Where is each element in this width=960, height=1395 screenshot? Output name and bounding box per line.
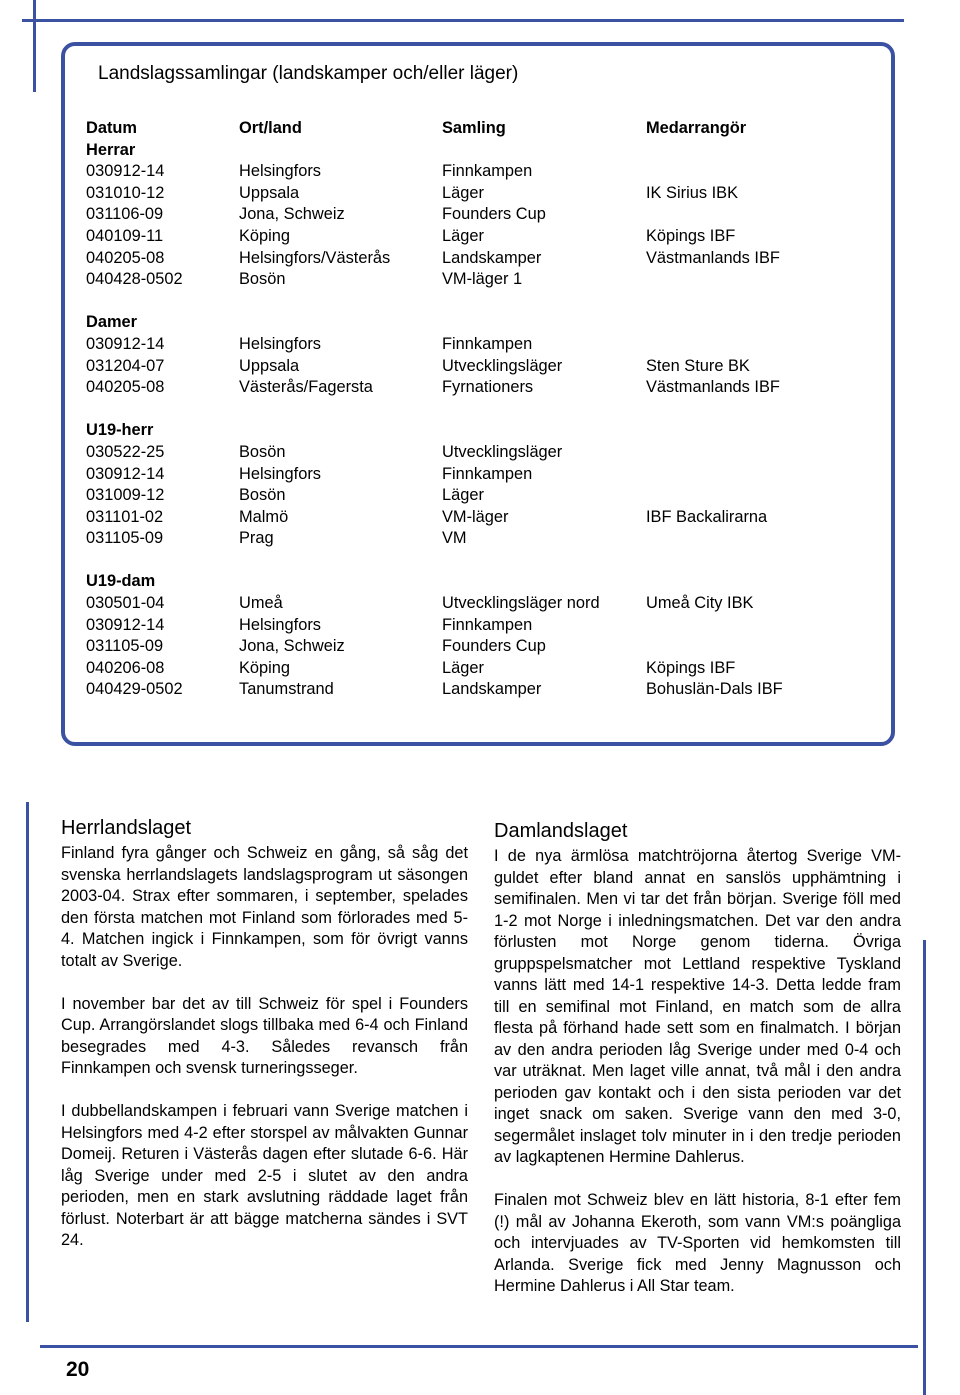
cell-medarrangor: Umeå City IBK: [646, 594, 754, 613]
cell-ort-land: Helsingfors: [239, 615, 321, 634]
cell-datum: 031009-12: [86, 486, 165, 505]
cell-medarrangor: Västmanlands IBF: [646, 378, 780, 397]
cell-medarrangor: Bohuslän-Dals IBF: [646, 680, 783, 699]
cell-datum: 040205-08: [86, 248, 165, 267]
cell-samling: Finnkampen: [442, 464, 533, 483]
table-row: [86, 248, 876, 270]
cell-ort-land: Tanumstrand: [239, 680, 334, 699]
cell-datum: 030912-14: [86, 162, 165, 181]
article-paragraph: I dubbellandskampen i februari vann Sverige matchen i Helsingfors med 4-2 efter storspel av målvakten Gunnar Domeij. Returen i Västerås dagen efter slutade 6-6. Här låg Sverige under med 2-5 i slutet av den andra perioden, men en stark avslutning räddade laget från förlust. Noterbart är att bägge matcherna sändes i SVT 24.: [61, 1102, 468, 1249]
schedule-table: [86, 118, 876, 701]
cell-ort-land: Uppsala: [239, 356, 300, 375]
cell-datum: 030912-14: [86, 464, 165, 483]
cell-datum: 030501-04: [86, 594, 165, 613]
cell-samling: Founders Cup: [442, 205, 546, 224]
cell-ort-land: Köping: [239, 226, 291, 245]
cell-datum: 040206-08: [86, 658, 165, 677]
cell-medarrangor: Köpings IBF: [646, 226, 736, 245]
table-row: [86, 269, 876, 291]
cell-samling: Landskamper: [442, 680, 542, 699]
article-paragraph: I november bar det av till Schweiz för spel i Founders Cup. Arrangörslandet slogs tillbaka med 6-4 och Finland besegrades med 4-3. Således revansch från Finnkampen och svensk turneringsseger.: [61, 994, 468, 1077]
section-label: U19-dam: [86, 572, 156, 591]
cell-datum: 031204-07: [86, 356, 165, 375]
cell-medarrangor: IBF Backalirarna: [646, 507, 768, 526]
header-medarrangor: Medarrangör: [646, 119, 747, 137]
table-header-row: [86, 118, 876, 140]
table-row: [86, 183, 876, 205]
cell-samling: Utvecklingsläger: [442, 356, 563, 375]
top-left-vertical-rule: [33, 0, 36, 92]
table-row: [86, 464, 876, 486]
cell-ort-land: Västerås/Fagersta: [239, 378, 373, 397]
cell-ort-land: Jona, Schweiz: [239, 205, 345, 224]
table-row: [86, 356, 876, 378]
cell-ort-land: Helsingfors: [239, 464, 321, 483]
article-damlandslaget: [494, 818, 901, 1319]
cell-datum: 040109-11: [86, 226, 164, 245]
cell-samling: Finnkampen: [442, 162, 533, 181]
cell-ort-land: Bosön: [239, 442, 286, 461]
article-paragraph: Finalen mot Schweiz blev en lätt historia, 8-1 efter fem (!) mål av Johanna Ekeroth, som vann VM:s poängliga och intervjuades av TV-Sporten vid hemkomsten till Arlanda. Sverige fick med Jenny Magnusson och Hermine Dahlerus i All Star team.: [494, 1191, 901, 1295]
cell-datum: 040428-0502: [86, 270, 183, 289]
table-row: [86, 507, 876, 529]
header-ort-land: Ort/land: [239, 119, 302, 137]
cell-datum: 031105-09: [86, 529, 164, 548]
header-samling: Samling: [442, 119, 506, 137]
header-datum: Datum: [86, 119, 137, 137]
cell-samling: VM-läger: [442, 507, 509, 526]
article-paragraph: Finland fyra gånger och Schweiz en gång, så såg det svenska herrlandslagets landslagsprogram ut säsongen 2003-04. Strax efter sommaren, i september, spelades den första matchen mot Finland som förlorades med 5-4. Matchen ingick i Finnkampen, som för övrigt vanns totalt av Sverige.: [61, 844, 468, 970]
left-vertical-rule: [26, 802, 29, 1322]
article-paragraph: I de nya ärmlösa matchtröjorna återtog Sverige VM-guldet efter bland annat en sanslös upphämtning i semifinalen. Men vi tar det från början. Sverige föll med 1-2 mot Norge i inledningsmatchen. Det var den andra förlusten mot Norge genom tiderna. Övriga gruppspelsmatcher mot Lettland respektive Tyskland vanns lätt med 14-1 respektive 14-3. Detta ledde fram till en semifinal mot Finland, en match som de allra flesta på förhand hade sett som en finalmatch. I början av den andra perioden låg Sverige under med 0-4 och var uträknat. Men laget ville annat, två mål i den andra perioden gav kontakt och i den sista perioden var det inget snack om saken. Sverige vann den med 3-0, segermålet inslaget tolv minuter in i den tredje perioden av lagkaptenen Hermine Dahlerus.: [494, 847, 901, 1166]
top-rule: [22, 19, 904, 22]
table-row: [86, 485, 876, 507]
cell-medarrangor: IK Sirius IBK: [646, 183, 738, 202]
cell-samling: Finnkampen: [442, 334, 533, 353]
section-gap: [86, 291, 876, 313]
cell-samling: VM-läger 1: [442, 270, 523, 289]
cell-ort-land: Bosön: [239, 270, 286, 289]
cell-datum: 040205-08: [86, 378, 165, 397]
section-label: U19-herr: [86, 421, 154, 440]
cell-samling: Fyrnationers: [442, 378, 534, 397]
table-row: [86, 377, 876, 399]
section-gap: [86, 399, 876, 421]
cell-samling: Utvecklingsläger nord: [442, 594, 600, 613]
cell-medarrangor: Västmanlands IBF: [646, 248, 780, 267]
cell-ort-land: Helsingfors/Västerås: [239, 248, 391, 267]
cell-datum: 031105-09: [86, 637, 164, 656]
bottom-right-vertical-rule: [923, 940, 926, 1395]
section-label: Herrar: [86, 140, 136, 159]
section-label: Damer: [86, 313, 138, 332]
table-row: [86, 161, 876, 183]
table-row: [86, 679, 876, 701]
cell-samling: Läger: [442, 183, 484, 202]
table-row: [86, 204, 876, 226]
cell-ort-land: Helsingfors: [239, 334, 321, 353]
table-row: [86, 658, 876, 680]
article-heading: Damlandslaget: [494, 820, 628, 842]
article-heading: Herrlandslaget: [61, 817, 192, 839]
table-sections: [86, 140, 876, 701]
cell-samling: Utvecklingsläger: [442, 442, 563, 461]
cell-datum: 030912-14: [86, 615, 165, 634]
cell-ort-land: Köping: [239, 658, 291, 677]
cell-samling: Founders Cup: [442, 637, 546, 656]
table-row: [86, 442, 876, 464]
section-gap: [86, 550, 876, 572]
table-row: [86, 334, 876, 356]
cell-datum: 030522-25: [86, 442, 165, 461]
table-row: [86, 593, 876, 615]
cell-datum: 040429-0502: [86, 680, 183, 699]
cell-medarrangor: Köpings IBF: [646, 658, 736, 677]
table-row: [86, 636, 876, 658]
page-number: 20: [66, 1358, 90, 1381]
cell-samling: Finnkampen: [442, 615, 533, 634]
schedule-title: Landslagssamlingar (landskamper och/eller läger): [98, 63, 519, 84]
cell-datum: 031010-12: [86, 183, 165, 202]
bottom-rule: [40, 1345, 918, 1348]
cell-samling: VM: [442, 529, 467, 548]
cell-ort-land: Bosön: [239, 486, 286, 505]
cell-ort-land: Malmö: [239, 507, 289, 526]
table-row: [86, 226, 876, 248]
cell-samling: Läger: [442, 658, 484, 677]
table-row: [86, 528, 876, 550]
cell-ort-land: Uppsala: [239, 183, 300, 202]
cell-datum: 031101-02: [86, 507, 164, 526]
table-row: [86, 615, 876, 637]
cell-datum: 030912-14: [86, 334, 165, 353]
cell-ort-land: Umeå: [239, 594, 283, 613]
cell-samling: Läger: [442, 226, 484, 245]
cell-datum: 031106-09: [86, 205, 164, 224]
cell-ort-land: Prag: [239, 529, 274, 548]
article-herrlandslaget: [61, 815, 468, 1273]
cell-samling: Landskamper: [442, 248, 542, 267]
cell-ort-land: Helsingfors: [239, 162, 321, 181]
cell-ort-land: Jona, Schweiz: [239, 637, 345, 656]
cell-medarrangor: Sten Sture BK: [646, 356, 750, 375]
cell-samling: Läger: [442, 486, 484, 505]
